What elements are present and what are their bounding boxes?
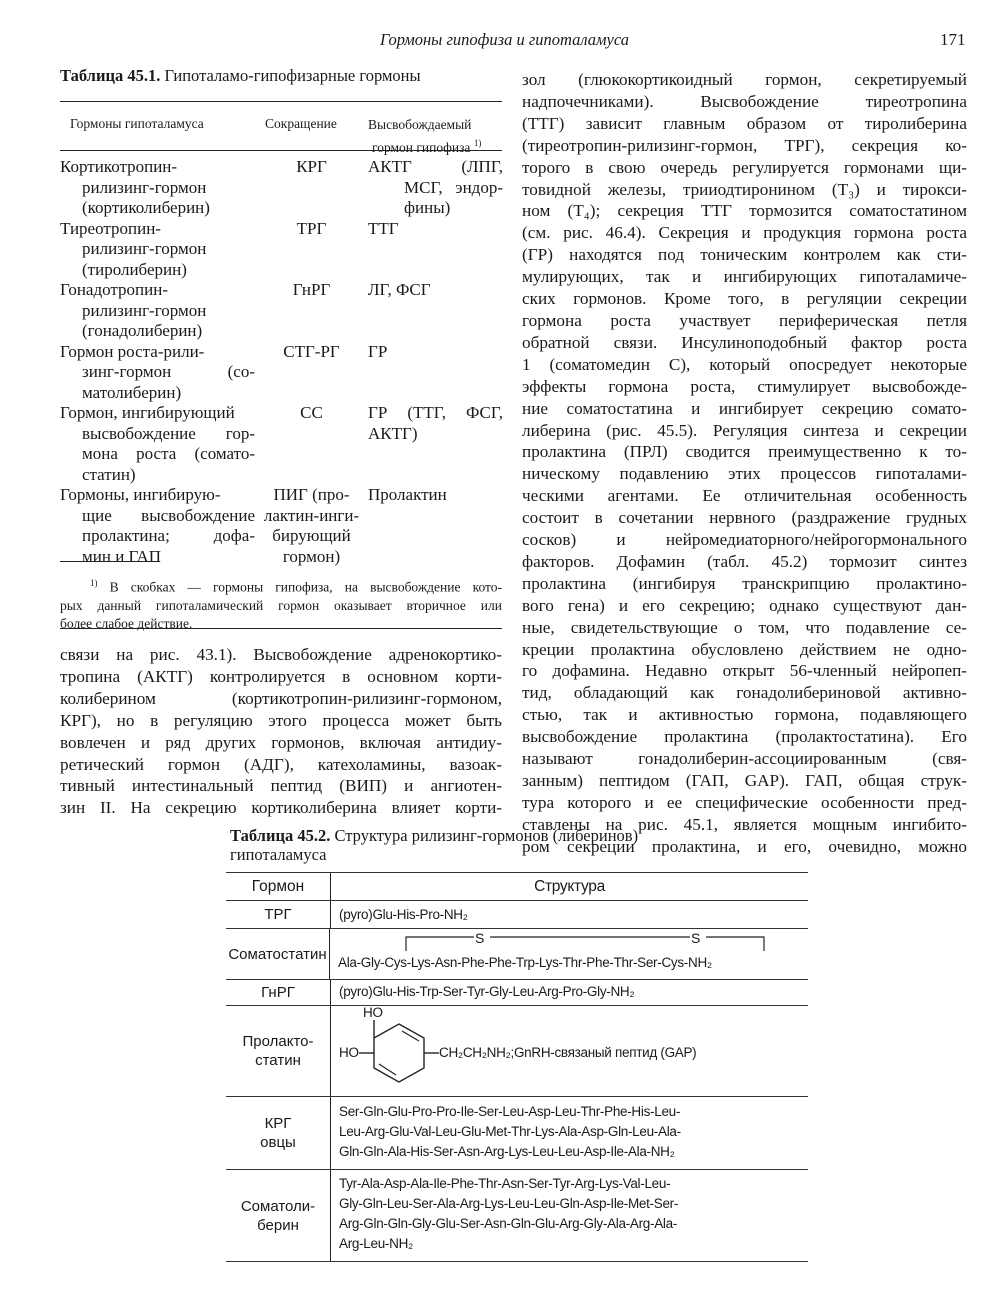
text-line: ретический гормон (АДГ), катехоламины, вазоак- <box>60 754 502 774</box>
text-line: КРГ), но в регуляцию этого процесса может быть <box>60 710 502 730</box>
left-column-text <box>60 644 502 819</box>
table2-row-prolactostatin: Пролакто- статин HO HO CH₂CH₂NH₂;GnRH-связаный пептид (GAP) <box>226 1006 808 1097</box>
table1-cell-pituitary: ЛГ, ФСГ <box>368 280 431 299</box>
table2-caption: Таблица 45.2. Структура рилизинг-гормонов (либеринов) гипоталамуса <box>230 826 639 864</box>
text-line: ставлены на рис. 45.1, является мощным ингибито- <box>522 814 967 834</box>
text-line: вовлечен и ряд других гормонов, включая антидиу- <box>60 732 502 752</box>
text-line: называют гонадолиберин-ассоциированным (свя- <box>522 749 967 769</box>
table1-row <box>60 157 505 219</box>
table1-cell-hormone: Гонадотропин- рилизинг-гормон (гонадолиберин) <box>60 280 207 340</box>
table1-cell-abbr: КРГ <box>296 157 327 176</box>
table1-cell-abbr: ТРГ <box>296 218 327 238</box>
text-line: занным) пептидом (ГАП, GAP). ГАП, общая струк- <box>522 771 967 790</box>
text-line: ческими агентами. Ее отличительная особенность <box>522 486 967 506</box>
text-line: мулирующих, так и ингибирующих гипоталамиче- <box>522 267 967 287</box>
table2-header-row <box>226 872 808 901</box>
text-line: тура которого и ее специфические особенности пред- <box>522 792 967 812</box>
table1-cell-abbr: СС <box>300 403 323 422</box>
table1-header-col2: Сокращение <box>265 116 337 131</box>
text-line: (см. рис. 46.4). Секреция и продукция гормона роста <box>522 223 967 243</box>
table1-row <box>60 485 505 567</box>
table1-cell-hormone: Гормон роста-рили- зинг-гормон (со- матолиберин) <box>60 341 255 402</box>
table1-cell-pituitary: ТТГ <box>368 218 399 238</box>
text-line: (тиреотропин-рилизинг-гормон, ТРГ), секреция ко- <box>522 135 967 155</box>
table2-row-somatoliberin: Соматоли- берин Tyr-Ala-Asp-Ala-Ile-Phe-Thr-Asn-Ser-Tyr-Arg-Lys-Val-Leu- Gly-Gln-Leu-Ser-Ala-Arg-Lys-Leu-Leu-Gln-Asp-Ile-Met-Ser- Arg-Gln-Gln-Gly-Glu-Ser-Asn-Gln-Glu-Arg-Gly-Ala-Arg-Ala- Arg-Leu-NH₂ <box>226 1170 808 1262</box>
table1-caption <box>60 66 421 86</box>
text-line: зол (глюкокортикоидный гормон, секретируемый <box>522 70 967 89</box>
table1-body <box>60 157 505 567</box>
table1-cell-hormone: Гормон, ингибирующий высвобождение гор- мона роста (сомато- статин) <box>60 403 255 484</box>
text-line: креции пролактина обусловлено действием не одно- <box>522 639 967 659</box>
table1-cell-pituitary: ГР (ТТГ, ФСГ, АКТГ) <box>368 403 503 443</box>
table2-header-col2: Структура <box>534 877 605 895</box>
table1-cell-pituitary: ГР <box>368 341 388 361</box>
text-line: факторов. Дофамин (табл. 45.2) тормозит синтез <box>522 551 967 571</box>
footnote-rule <box>60 561 160 562</box>
table1-header-col1: Гормоны гипоталамуса <box>70 116 204 131</box>
table1-header-col3: Высвобождаемый гормон гипофиза $^{1)}$ <box>368 117 482 155</box>
page-number: 171 <box>940 30 966 49</box>
text-line: стью, так и активностью гормона, подавляющего <box>522 705 967 725</box>
text-line: надпочечниками). Высвобождение тиреотропина <box>522 91 967 111</box>
table1-caption-text: Гипоталамо-гипофизарные гормоны <box>160 66 421 85</box>
table2-row-trg: ТРГ (pyro)Glu-His-Pro-NH₂ <box>226 901 808 929</box>
text-line: пролактина (ПРЛ) сводится преимущественно к то- <box>522 442 967 462</box>
table2-row-gnrg: ГнРГ (pyro)Glu-His-Trp-Ser-Tyr-Gly-Leu-Arg-Pro-Gly-NH₂ <box>226 980 808 1006</box>
text-line: обратной связи. Инсулиноподобный фактор роста <box>522 332 967 352</box>
table1-cell-abbr: СТГ-РГ <box>283 341 340 361</box>
table1-header <box>60 108 502 155</box>
table1-row <box>60 342 505 404</box>
table1-row <box>60 403 505 485</box>
disulfide-bridge-icon <box>338 931 808 953</box>
text-line: связи на рис. 43.1). Высвобождение адренокортико- <box>60 645 502 664</box>
dopamine-structure: HO HO CH₂CH₂NH₂;GnRH-связаный пептид (GAP) <box>331 1006 808 1096</box>
right-column-text <box>522 69 967 858</box>
table2-header-col1: Гормон <box>226 873 331 900</box>
text-line: ном (T₄); секреция ТТГ тормозится соматостатином <box>522 201 967 221</box>
table2-caption-label: Таблица 45.2. <box>230 826 331 845</box>
table2-row-crh-sheep: КРГ овцы Ser-Gln-Glu-Pro-Pro-Ile-Ser-Leu-Asp-Leu-Thr-Phe-His-Leu- Leu-Arg-Glu-Val-Leu-Glu-Met-Thr-Lys-Ala-Asp-Gln-Leu-Ala- Gln-Gln-Ala-His-Ser-Asn-Arg-Lys-Leu-Leu-Asp-Ile-Ala-NH₂ <box>226 1097 808 1170</box>
text-line: 1 (соматомедин С), который опосредует некоторые <box>522 354 967 374</box>
text-line: (ГР) находятся под тоническим контролем как сти- <box>522 245 967 265</box>
text-line: ских гормонов. Кроме того, в регуляции секреции <box>522 289 967 309</box>
table1-cell-hormone: Тиреотропин- рилизинг-гормон (тиролиберин) <box>60 218 207 279</box>
table1-top-rule <box>60 101 502 102</box>
text-line: тид, обладающий как гонадолибериновой активно- <box>522 683 967 703</box>
table2-row-somatostatin: Соматостатин S S Ala-Gly-Cys-Lys-Asn-Phe-Phe-Trp-Lys-Thr-Phe-Thr-Ser-Cys-NH₂ <box>226 929 808 980</box>
text-line: товидной железы, трииодтиронином (T₃) и тирокси- <box>522 179 967 199</box>
table1-cell-abbr: ПИГ (про- лактин-инги- бирующий гормон) <box>263 485 360 566</box>
running-head <box>0 30 1000 52</box>
text-line: высвобождение пролактина (пролактостатина). Его <box>522 727 967 747</box>
text-line: ническому подавлению этих процессов гипоталами- <box>522 464 967 484</box>
text-line: тропина (АКТГ) контролируется в основном корти- <box>60 666 502 686</box>
table1-cell-hormone: Гормоны, ингибирую- щие высвобождение пролактина; дофа- мин и ГАП <box>60 485 255 566</box>
table1-bottom-rule <box>60 628 502 629</box>
text-line: тивный интестинальный пептид (ВИП) и ангиотен- <box>60 776 502 796</box>
table2 <box>226 872 808 1262</box>
text-line: либерина (рис. 45.5). Регуляция синтеза и секреции <box>522 420 967 440</box>
text-line: сосков) и нейромедиаторного/нейрогормонального <box>522 530 967 550</box>
text-line: торого в свою очередь регулируется гормонами щи- <box>522 157 967 177</box>
text-line: колиберином (кортикотропин-рилизинг-гормоном, <box>60 688 502 708</box>
table1-header-rule <box>60 150 502 151</box>
running-head-title: Гормоны гипофиза и гипоталамуса <box>380 30 630 49</box>
text-line: го дофамина. Недавно открыт 56-членный нейропеп- <box>522 661 967 681</box>
text-line: состоит в сочетании нервного (раздражение грудных <box>522 508 967 528</box>
table1-cell-pituitary: АКТГ (ЛПГ, МСГ, эндор- фины) <box>368 157 503 217</box>
text-line: зин II. На секрецию кортиколиберина влияет корти- <box>60 798 502 818</box>
text-line: ние соматостатина и ингибирует секрецию сомато- <box>522 398 967 418</box>
disulfide-bridge: S S <box>338 931 808 953</box>
text-line: пролактина (ингибируя транскрипцию пролактино- <box>522 573 967 593</box>
text-line: вого гена) и его секрецию; однако существуют дан- <box>522 595 967 615</box>
table1-cell-hormone: Кортикотропин- рилизинг-гормон (кортиколиберин) <box>60 157 210 217</box>
text-line: эффекты гормона роста, стимулирует высвобожде- <box>522 376 967 396</box>
text-line: ром секреции пролактина, и его, очевидно, можно <box>522 836 967 856</box>
table1-caption-label: Таблица 45.1. <box>60 66 161 85</box>
text-line: гормона роста участвует периферическая петля <box>522 310 967 330</box>
table1-cell-abbr: ГнРГ <box>292 280 331 299</box>
text-line: (ТТГ) зависит главным образом от тиролиберина <box>522 113 967 133</box>
table1-footnote: $^{1)}$ В скобках — гормоны гипофиза, на высвобождение кото- рых данный гипоталамический гормон оказывает вторичное или более слабое действие. <box>60 578 503 631</box>
table1-row <box>60 219 505 281</box>
text-line: ные, свидетельствующие о том, что подавление се- <box>522 617 967 637</box>
table1-row <box>60 280 505 342</box>
table1-cell-pituitary: Пролактин <box>368 485 447 504</box>
